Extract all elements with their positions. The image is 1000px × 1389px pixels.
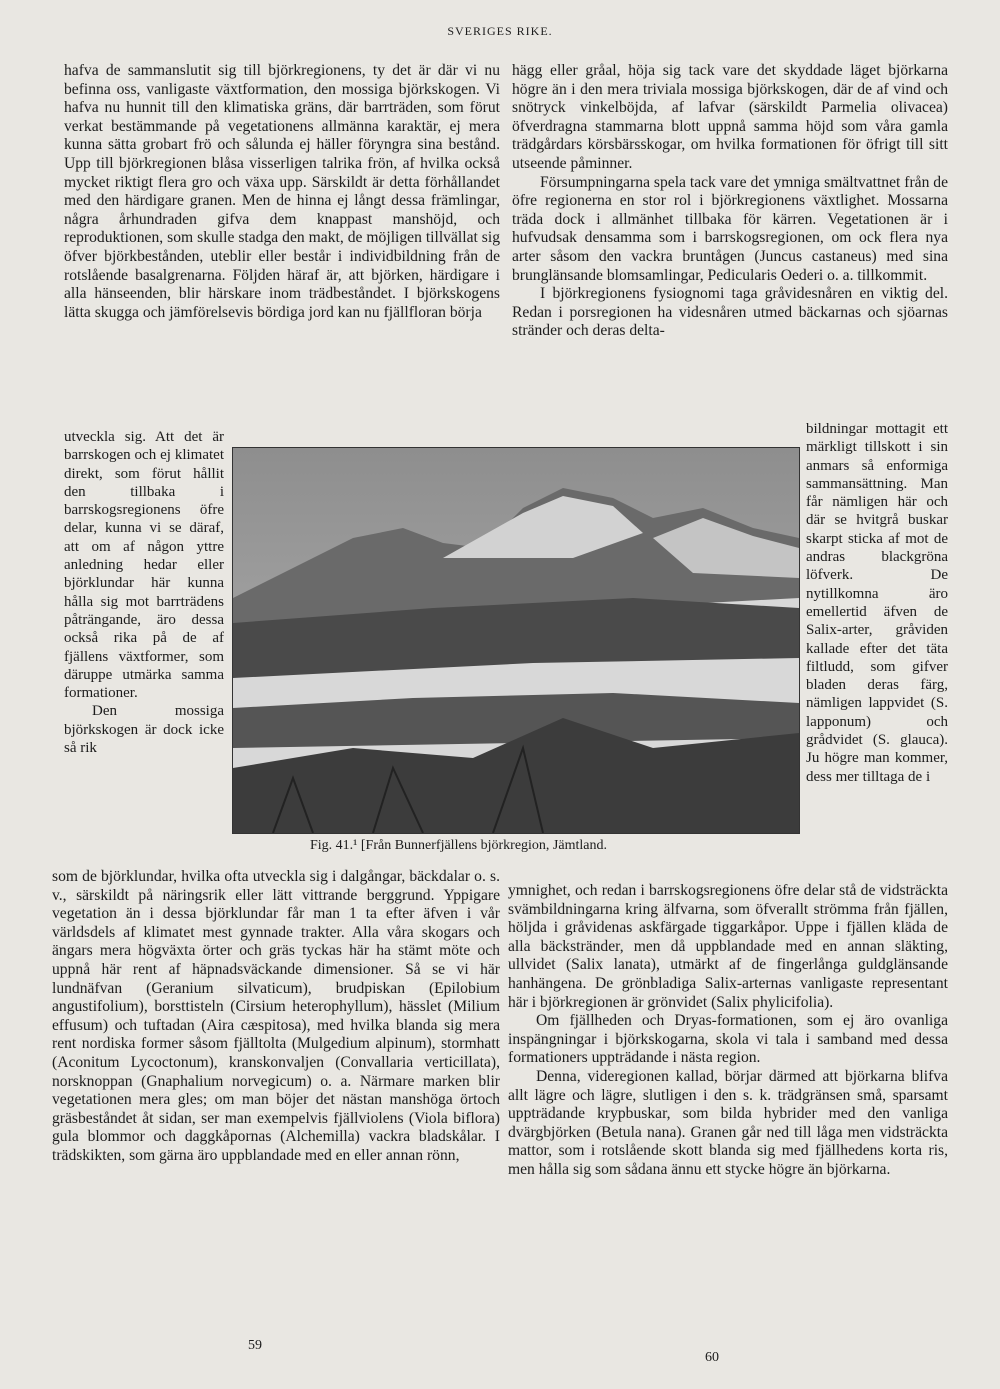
paragraph: Denna, videregionen kallad, börjar därmed att björkarna blifva allt lägre och lägre, slutligen i den s. k. trädgränsen små, sparsamt uppträdande krypbuskar, som bilda hybrider med den vanliga dvärgbjörken (Betula nana). Granen går ned till låga men vidsträckta mattor, som i rotslående skott blanda sig med fjällhedens korta ris, men hålla sig som sådana ännu ett stycke högre än björkarna. — [508, 1067, 948, 1178]
right-column-top — [512, 62, 948, 432]
right-column-bottom — [508, 882, 948, 1302]
paragraph: hägg eller gråal, höja sig tack vare det skyddade läget björkarna högre än i den mera triviala mossiga björkskogen, där de af vind och snötryck vinkelböjda, af lafvar (särskildt Parmelia olivacea) öfverdragna stammarna blott uppnå samma höjd som våra gamla trädgårdars körsbärsskogar, om hvilka formationen för öfrigt till sitt utseende påminner. — [512, 62, 948, 172]
left-column-bottom — [52, 868, 500, 1288]
left-column-narrow — [64, 428, 224, 757]
landscape-photo — [232, 447, 800, 834]
paragraph: Om fjällheden och Dryas-formationen, som ej äro ovanliga inspängningar i björkskogarna, skola vi tala i samband med dessa formationers uppträdande i nästa region. — [508, 1012, 948, 1067]
paragraph: som de björklundar, hvilka ofta utveckla sig i dalgångar, bäckdalar o. s. v., särskildt på näringsrik eller lätt vittrande berggrund. Yppigare vegetation än i dessa björklundar får man 1 ta efter äfven i vår världsdels af klimatet mest gynnade trakter. Alla våra skogars och ängars mera högväxta örter och gräs tyckas här ha stämt möte och uppnå här rent af häpnadsväckande dimensioner. Så se vi här lundnäfvan (Geranium silvaticum), brudpiskan (Epilobium angustifolium), borsttisteln (Cirsium heterophyllum), hässlet (Milium effusum) och tuftadan (Aira cæspitosa), med hvilka blanda sig mera rent nordiska former såsom fjälltolta (Mulgedium alpinum), stormhatt (Aconitum Lycoctonum), kranskonvaljen (Convallaria verticillata), norsknoppan (Gnaphalium norvegicum) o. a. Närmare marken blir vegetationen mera gles; om man böjer det nästan manshöga örtoch gräsbeståndet åt sidan, ser man exempelvis fjällviolens (Viola biflora) gula blommor och daggkåpornas (Alchemilla) vackra bladskålar. I trädskikten, som gärna äro uppblandade med en eller annan rönn, — [52, 868, 500, 1164]
figure-caption: Fig. 41.¹ [Från Bunnerfjällens björkregion, Jämtland. — [310, 838, 607, 853]
page-number-right: 60 — [705, 1350, 719, 1365]
paragraph: Försumpningarna spela tack vare det ymniga smältvattnet från de öfre regionerna en stor rol i björkregionens växtlighet. Mossarna träda dock i allmänhet tillbaka för kärren. Vegetationen är i hufvudsak densamma som i barrskogsregionen, om ock flera nya arter såsom den vackra bruntågen (Juncus castaneus) med sina brunglänsande blomsamlingar, Pedicularis Oederi o. a. tillkommit. — [512, 173, 948, 284]
right-column-narrow — [806, 420, 948, 786]
paragraph: hafva de sammanslutit sig till björkregionens, ty det är där vi nu befinna oss, vanligaste växtformation, den mossiga björkskogen. Vi hafva nu hunnit till den klimatiska gräns, där barrträden, som förut verkat bestämmande på vegetationens allmänna karaktär, ej mera kunna sätta grobart frö och sålunda ej häller föryngra sina bestånd. Upp till björkregionen blåsa visserligen talrika frön, af hvilka också mycket riktigt flera gro och växa upp. Särskildt är detta förhållandet med den härdigare granen. Men de hinna ej långt dessa främlingar, några århundraden gifva dem knappast manshöjd, och reproduktionen, som skulle stadga den makt, de möjligen tillvällat sig öfver björkbestånden, uteblir eller består i individbildning från de rotslående basalgrenarna. Följden häraf är, att björken, härdigare i alla hänseenden, blir härskare inom trädbeståndet. I björkskogens lätta skugga och jämförelsevis bördiga jord kan nu fjällfloran börja — [64, 62, 500, 321]
paragraph: Den mossiga björkskogen är dock icke så rik — [64, 703, 224, 757]
paragraph: utveckla sig. Att det är barrskogen och ej klimatet direkt, som förut hållit den tillbaka i barrskogsregionens öfre delar, kunna vi se däraf, att om af någon yttre anledning hedar eller björklundar här kunna hålla sig mot barrträdens påträngande, äro dessa också rika på de af fjällens växtformer, som däruppe utmärka samma formationer. — [64, 429, 224, 702]
paragraph: ymnighet, och redan i barrskogsregionens öfre delar stå de vidsträckta svämbildningarna kring älfvarna, som öfverallt strömma från fjällen, höljda i gråvidenas askfärgade tiggarkåpor. Uppe i fjällen kläda de alla bäckstränder, men då uppblandade med en annan släkting, ullvidet (Salix lanata), utmärkt af de fingerlånga guldglänsande hanhängena. De grönbladiga Salix-arternas vanligaste representant här i björkregionen är grönvidet (Salix phylicifolia). — [508, 882, 948, 1011]
running-header: SVERIGES RIKE. — [447, 24, 553, 38]
left-column-top — [64, 62, 500, 432]
page-number-left: 59 — [248, 1338, 262, 1353]
paragraph: bildningar mottagit ett märkligt tillskott i sin anmars så enformiga sammansättning. Man får nämligen här och där se hvitgrå buskar skarpt sticka af mot de andras blackgröna löfverk. De nytillkomna äro emellertid äfven de Salix-arter, gråviden kallade efter det täta filtludd, som gifver bladen deras färg, nämligen lappvidet (S. lapponum) och grådvidet (S. glauca). Ju högre man kommer, dess mer tilltaga de i — [806, 421, 948, 785]
paragraph: I björkregionens fysiognomi taga gråvidesnåren en viktig del. Redan i porsregionen ha videsnåren utmed bäckarnas och sjöarnas stränder och deras delta- — [512, 285, 948, 340]
